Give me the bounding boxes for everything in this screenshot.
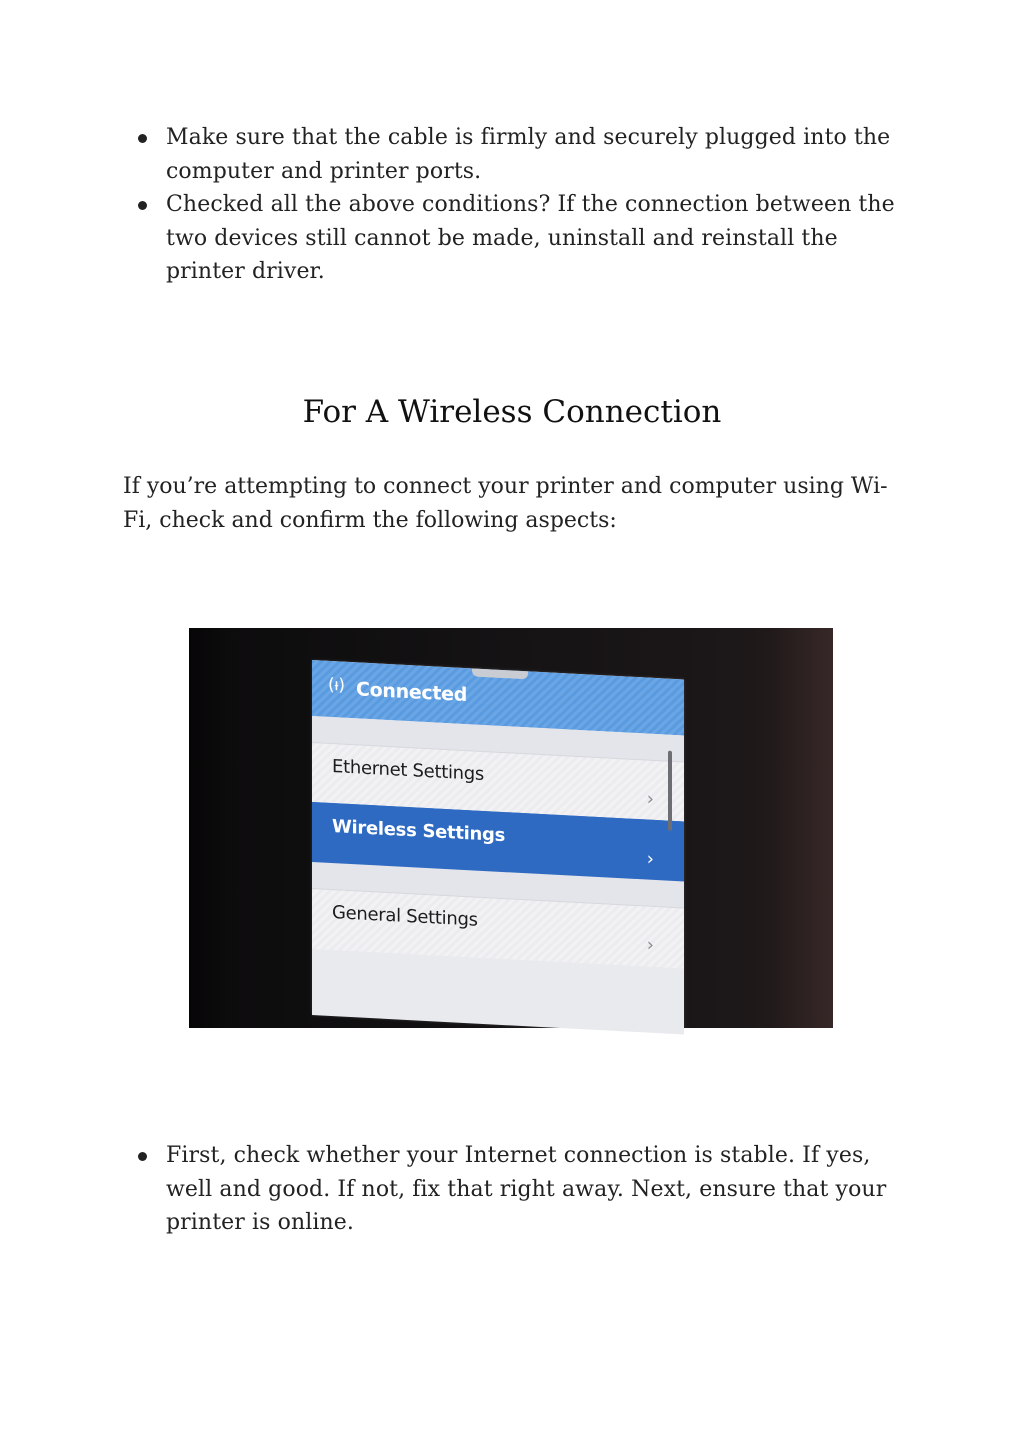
- printer-display-panel: [312, 660, 684, 1034]
- chevron-right-icon: ›: [646, 848, 654, 870]
- display-handle: [472, 668, 528, 679]
- bullet-list-top: [125, 121, 915, 289]
- menu-item-label: Ethernet Settings: [332, 756, 484, 786]
- chevron-right-icon: ›: [646, 934, 654, 956]
- bullet-icon: [138, 201, 147, 210]
- bullet-list-bottom: [125, 1139, 915, 1240]
- bullet-icon: [138, 134, 147, 143]
- photo-bezel-right: [773, 628, 833, 1028]
- intro-paragraph: If you’re attempting to connect your printer and computer using Wi-Fi, check and confirm the following aspects:: [123, 474, 888, 533]
- printer-display: [312, 660, 684, 1015]
- menu-item-label: General Settings: [332, 902, 478, 931]
- photo-bezel-left: [189, 628, 229, 1028]
- list-item-text: Make sure that the cable is firmly and securely plugged into the computer and printer ports.: [166, 125, 891, 184]
- display-scrollbar[interactable]: [668, 751, 672, 831]
- menu-item-label: Wireless Settings: [332, 816, 506, 847]
- list-item: [125, 1139, 915, 1240]
- list-item: [125, 188, 915, 289]
- list-item-text: Checked all the above conditions? If the connection between the two devices still cannot be made, uninstall and reinstall the printer driver.: [166, 192, 895, 284]
- section-heading: For A Wireless Connection: [302, 394, 722, 430]
- list-item: [125, 121, 915, 188]
- list-item-text: First, check whether your Internet connection is stable. If yes, well and good. If not, fix that right away. Next, ensure that your printer is online.: [166, 1143, 887, 1235]
- connection-status: Connected: [356, 678, 468, 707]
- chevron-right-icon: ›: [646, 788, 654, 810]
- wifi-icon: (ᵼ): [328, 674, 346, 696]
- bullet-icon: [138, 1152, 147, 1161]
